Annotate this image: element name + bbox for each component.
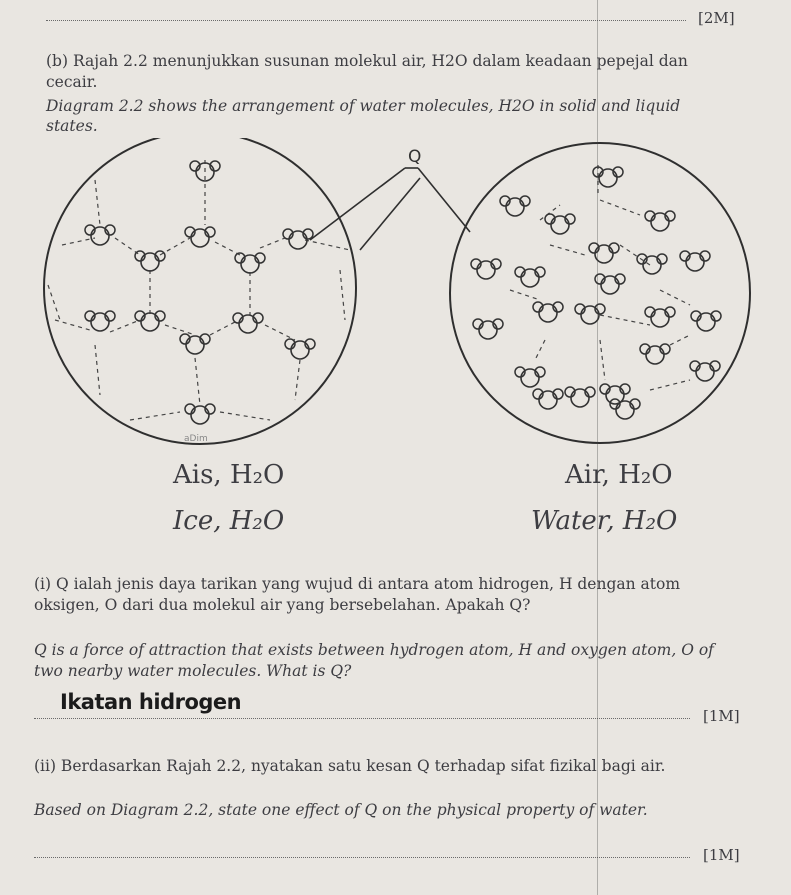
ice-molecules — [85, 161, 315, 424]
question-i-malay: (i) Q ialah jenis daya tarikan yang wujud di antara atom hidrogen, H dengan atom oksigen, O dari dua molekul air yang bersebelahan. Apakah Q? — [34, 575, 681, 614]
part-b-english: Diagram 2.2 shows the arrangement of water molecules, H2O in solid and liquid states. — [46, 97, 681, 135]
left-tag: aDim — [184, 434, 208, 444]
ice-circle — [44, 138, 356, 444]
question-ii-malay: (ii) Berdasarkan Rajah 2.2, nyatakan satu kesan Q terhadap sifat fizikal bagi air. — [34, 757, 666, 775]
water-circle — [450, 143, 750, 443]
solid-label-english: Ice, H₂O — [173, 506, 285, 536]
q-label: Q — [408, 147, 422, 167]
question-i-english: Q is a force of attraction that exists between hydrogen atom, H and oxygen atom, O of two nearby water molecules. What is Q? — [34, 641, 714, 680]
mark-top: [2M] — [698, 9, 735, 27]
liquid-label-malay: Air, H₂O — [565, 460, 673, 490]
answer-handwritten: Ikatan hidrogen — [60, 690, 242, 714]
liquid-label-english: Water, H₂O — [531, 506, 678, 536]
part-b-malay: (b) Rajah 2.2 menunjukkan susunan molekul air, H2O dalam keadaan pepejal dan cecair. — [46, 52, 688, 91]
mark-ii: [1M] — [703, 846, 740, 864]
water-molecule-diagram — [0, 138, 791, 454]
mark-i: [1M] — [703, 707, 740, 725]
page-fold — [597, 0, 598, 895]
solid-label-malay: Ais, H₂O — [173, 460, 285, 490]
question-ii-english: Based on Diagram 2.2, state one effect of Q on the physical property of water. — [34, 801, 648, 819]
answer-line-ii — [34, 857, 690, 858]
answer-line-top — [46, 20, 686, 21]
answer-line-i — [34, 718, 690, 719]
